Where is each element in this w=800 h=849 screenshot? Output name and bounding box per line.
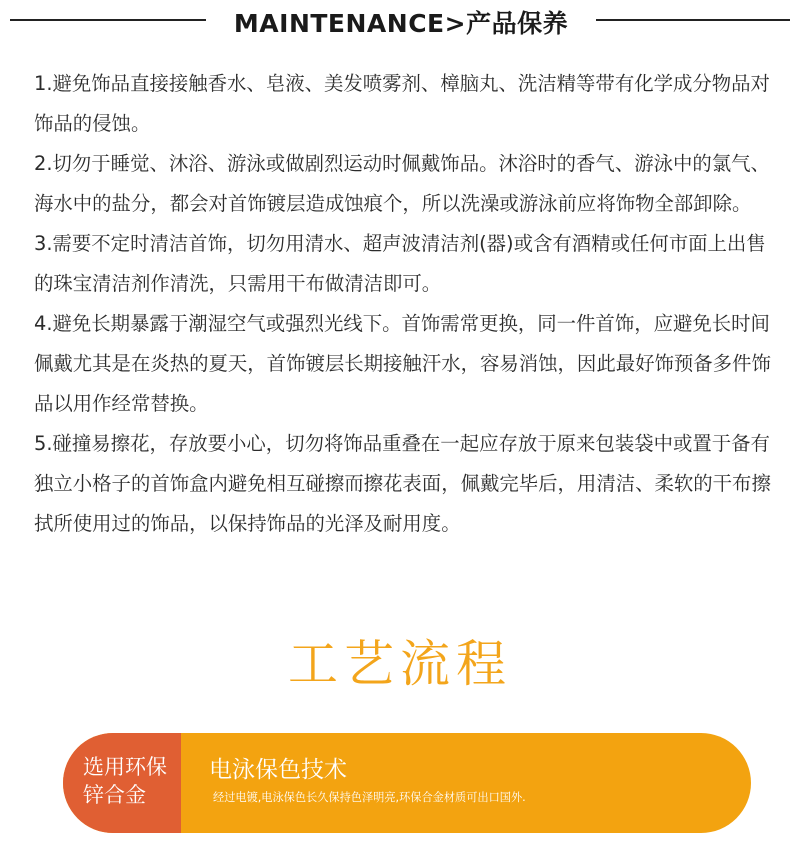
process-card-title: 电泳保色技术	[209, 757, 347, 783]
instruction-paragraph: 4.避免长期暴露于潮湿空气或强烈光线下。首饰需常更换，同一件首饰，应避免长时间佩戴尤其是在炎热的夏天，首饰镀层长期接触汗水，容易消蚀，因此最好饰预备多件饰品以用作经常替换。	[34, 312, 771, 415]
instruction-paragraph: 1.避免饰品直接接触香水、皂液、美发喷雾剂、樟脑丸、洗洁精等带有化学成分物品对饰品的侵蚀。	[34, 72, 770, 135]
instruction-paragraph: 3.需要不定时清洁首饰，切勿用清水、超声波清洁剂(器)或含有酒精或任何市面上出售的珠宝清洁剂作清洗，只需用干布做清洁即可。	[34, 232, 766, 295]
instruction-paragraph: 2.切勿于睡觉、沐浴、游泳或做剧烈运动时佩戴饰品。沐浴时的香气、游泳中的氯气、海水中的盐分，都会对首饰镀层造成蚀痕个，所以洗澡或游泳前应将饰物全部卸除。	[34, 152, 770, 215]
process-card-left-block	[63, 733, 181, 833]
material-label: 选用环保锌合金	[83, 755, 167, 807]
section-header	[0, 0, 800, 44]
header-divider-right	[596, 19, 790, 21]
instruction-paragraph: 5.碰撞易擦花，存放要小心，切勿将饰品重叠在一起应存放于原来包装袋中或置于备有独立小格子的首饰盒内避免相互碰擦而擦花表面，佩戴完毕后，用清洁、柔软的干布擦拭所使用过的饰品，以保持饰品的光泽及耐用度。	[34, 432, 771, 535]
section-header-title: MAINTENANCE>产品保养	[233, 9, 569, 38]
header-divider-left	[10, 19, 206, 21]
maintenance-instructions	[34, 64, 774, 544]
process-section-title: 工艺流程	[288, 635, 512, 693]
process-card-description: 经过电镀,电泳保色长久保持色泽明亮,环保合金材质可出口国外.	[213, 791, 526, 804]
process-card	[63, 733, 751, 833]
